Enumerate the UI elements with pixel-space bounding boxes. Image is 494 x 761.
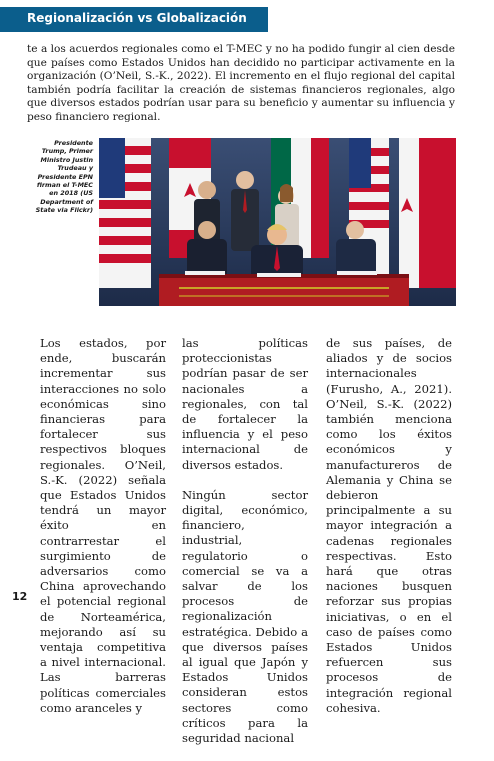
column-2-paragraph-1: las políticas proteccionistas podrían pasar de ser nacionales a regionales, con tal de fortalecer la influencia y el peso internacional de diversos estados. xyxy=(182,336,308,472)
text-column-1 xyxy=(40,336,166,731)
page-number: 12 xyxy=(12,590,28,603)
canada-flag-right xyxy=(399,138,456,288)
photo-illustration xyxy=(99,138,456,306)
intro-paragraph: te a los acuerdos regionales como el T-MEC y no ha podido fungir al cien desde que países como Estados Unidos han decidido no participar activamente en la organización (O’Neil, S.-K., 2022). El incremento en el flujo regional del capital también podría facilitar la creación de sistemas financieros regionales, algo que diversos estados podrían usar para su beneficio y aumentar su influencia y peso financiero regional. xyxy=(27,43,455,123)
section-title: Regionalización vs Globalización xyxy=(27,11,247,25)
text-column-3 xyxy=(326,336,452,731)
text-column-2 xyxy=(182,336,308,761)
us-flag-left xyxy=(99,138,151,288)
column-2-paragraph-2: Ningún sector digital, económico, financiero, industrial, regulatorio o comercial se va a salvar de los procesos de regionalización estratégica. Debido a que diversos países al igual que Japón y Estados Unidos consideran estos sectores como críticos para la seguridad nacional xyxy=(182,487,308,746)
signing-ceremony-photo xyxy=(99,138,456,306)
photo-caption: Presidente Trump, Primer Ministro Justin Trudeau y Presidente EPN firman el T-MEC en 2018 (US Department of State via Flickr) xyxy=(35,139,93,215)
column-3-paragraph: de sus países, de aliados y de socios internacionales (Furusho, A., 2021). O’Neil, S.-K. (2022) también menciona como los éxitos económicos y manufactureros de Alemania y China se debieron principalmente a su mayor integración a cadenas regionales respectivas. Esto hará que otras naciones busquen reforzar sus propias iniciativas, o en el caso de países como Estados Unidos refuercen sus procesos de integración regional cohesiva. xyxy=(326,336,452,715)
signing-table xyxy=(159,271,409,306)
column-1-paragraph: Los estados, por ende, buscarán incrementar sus interacciones no solo económicas sino financieras para fortalecer sus respectivos bloques regionales. O’Neil, S.-K. (2022) señala que Estados Unidos tendrá un mayor éxito en contrarrestar el surgimiento de adversarios como China aprovechando el potencial regional de Norteamérica, mejorando así su ventaja competitiva a nivel internacional. Las barreras políticas comerciales como aranceles y xyxy=(40,336,166,715)
